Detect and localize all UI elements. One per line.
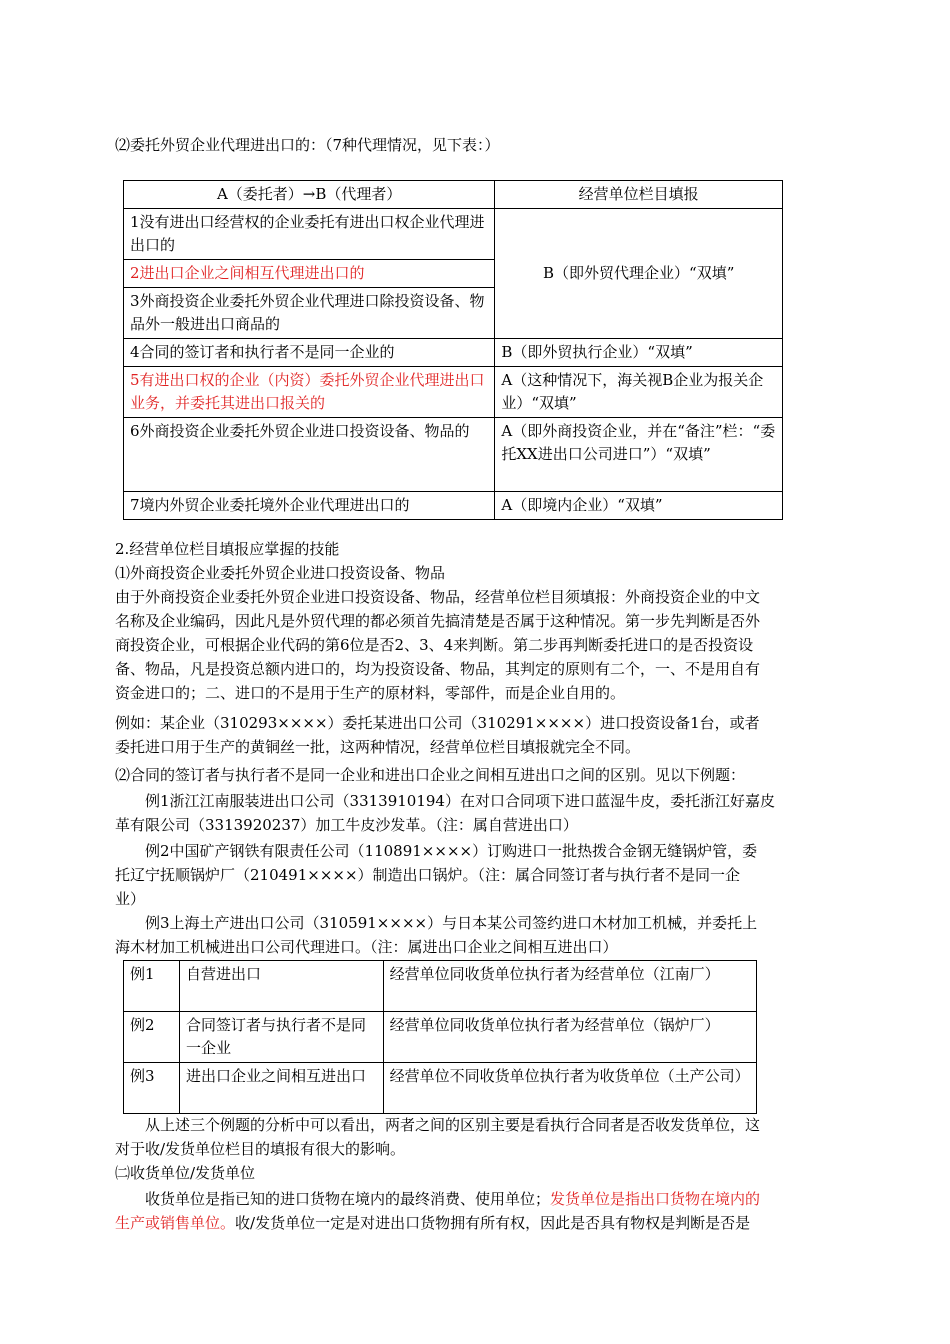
row3-left: 3外商投资企业委托外贸企业代理进口除投资设备、物品外一般进出口商品的 xyxy=(124,288,495,339)
section-heading: ㈡收货单位/发货单位 xyxy=(115,1164,256,1182)
example-table xyxy=(123,960,757,1114)
ex3-label: 例3 xyxy=(124,1063,180,1114)
body-line: 托辽宁抚顺锅炉厂（210491××××）制造出口锅炉。（注：属合同签订者与执行者不是同一企 xyxy=(115,866,741,884)
body-line: 资金进口的；二、进口的不是用于生产的原材料，零部件，而是企业自用的。 xyxy=(115,684,626,702)
table-row xyxy=(124,492,783,520)
table-row xyxy=(124,367,783,418)
highlighted-text: 生产或销售单位。 xyxy=(115,1214,236,1232)
body-line: 委托进口用于生产的黄铜丝一批，这两种情况，经营单位栏目填报就完全不同。 xyxy=(115,738,641,756)
body-line: 对于收/发货单位栏目的填报有很大的影响。 xyxy=(115,1140,406,1158)
table-row xyxy=(124,209,783,260)
table-row xyxy=(124,418,783,492)
row7-left: 7境内外贸企业委托境外企业代理进出口的 xyxy=(124,492,495,520)
ex2-label: 例2 xyxy=(124,1012,180,1063)
row6-right: A（即外商投资企业，并在“备注”栏：“委托XX进出口公司进口”）“双填” xyxy=(495,418,783,492)
body-line xyxy=(115,1212,840,1234)
row5-left: 5有进出口权的企业（内资）委托外贸企业代理进出口业务，并委托其进出口报关的 xyxy=(124,367,495,418)
body-line: 2.经营单位栏目填报应掌握的技能 xyxy=(115,540,340,558)
agency-table xyxy=(123,180,783,520)
body-line: 例2中国矿产钢铁有限责任公司（110891××××）订购进口一批热拨合金钢无缝锅炉管，委 xyxy=(145,842,758,860)
ex2-type: 合同签订者与执行者不是同一企业 xyxy=(179,1012,383,1063)
row5-right: A（这种情况下，海关视B企业为报关企业）“双填” xyxy=(495,367,783,418)
ex3-type: 进出口企业之间相互进出口 xyxy=(179,1063,383,1114)
text-run: 收/发货单位一定是对进出口货物拥有所有权，因此是否具有物权是判断是否是 xyxy=(235,1214,751,1232)
table-row xyxy=(124,339,783,367)
row1-left: 1没有进出口经营权的企业委托有进出口权企业代理进出口的 xyxy=(124,209,495,260)
body-line: 例3上海土产进出口公司（310591××××）与日本某公司签约进口木材加工机械，并委托上 xyxy=(145,914,758,932)
body-line: 名称及企业编码，因此凡是外贸代理的都必须首先搞清楚是否属于这种情况。第一步先判断是否外 xyxy=(115,612,761,630)
ex1-type: 自营进出口 xyxy=(179,961,383,1012)
text-run: 收货单位是指已知的进口货物在境内的最终消费、使用单位； xyxy=(145,1190,551,1208)
body-line: 备、物品，凡是投资总额内进口的，均为投资设备、物品，其判定的原则有二个，一、不是用自有 xyxy=(115,660,761,678)
ex1-result: 经营单位同收货单位执行者为经营单位（江南厂） xyxy=(383,961,756,1012)
rows123-right: B（即外贸代理企业）“双填” xyxy=(495,209,783,339)
row7-right: A（即境内企业）“双填” xyxy=(495,492,783,520)
body-line: 商投资企业，可根据企业代码的第6位是否2、3、4来判断。第二步再判断委托进口的是否投资设 xyxy=(115,636,754,654)
body-line: ⑴外商投资企业委托外贸企业进口投资设备、物品 xyxy=(115,564,446,582)
ex3-result: 经营单位不同收货单位执行者为收货单位（土产公司） xyxy=(383,1063,756,1114)
row6-left: 6外商投资企业委托外贸企业进口投资设备、物品的 xyxy=(124,418,495,492)
row4-left: 4合同的签订者和执行者不是同一企业的 xyxy=(124,339,495,367)
section-heading: ⑵委托外贸企业代理进出口的：（7种代理情况，见下表：） xyxy=(115,136,500,154)
ex1-label: 例1 xyxy=(124,961,180,1012)
row4-right: B（即外贸执行企业）“双填” xyxy=(495,339,783,367)
table-row xyxy=(124,1063,757,1114)
body-line: 由于外商投资企业委托外贸企业进口投资设备、物品，经营单位栏目须填报：外商投资企业的中文 xyxy=(115,588,761,606)
body-line xyxy=(145,1188,870,1210)
table-row xyxy=(124,1012,757,1063)
highlighted-text: 发货单位是指出口货物在境内的 xyxy=(550,1190,761,1208)
body-line: 从上述三个例题的分析中可以看出，两者之间的区别主要是看执行合同者是否收发货单位，这 xyxy=(145,1116,761,1134)
row2-left: 2进出口企业之间相互代理进出口的 xyxy=(124,260,495,288)
body-line: ⑵合同的签订者与执行者不是同一企业和进出口企业之间相互进出口之间的区别。见以下例题： xyxy=(115,766,746,784)
body-line: 例1浙江江南服装进出口公司（3313910194）在对口合同项下进口蓝湿牛皮，委托浙江好嘉皮 xyxy=(145,792,775,810)
body-line: 革有限公司（3313920237）加工牛皮沙发革。（注：属自营进出口） xyxy=(115,816,578,834)
table-header-row xyxy=(124,181,783,209)
body-line: 海木材加工机械进出口公司代理进口。（注：属进出口企业之间相互进出口） xyxy=(115,938,618,956)
ex2-result: 经营单位同收货单位执行者为经营单位（锅炉厂） xyxy=(383,1012,756,1063)
table-row xyxy=(124,961,757,1012)
body-line: 例如：某企业（310293××××）委托某进出口公司（310291××××）进口投资设备1台，或者 xyxy=(115,714,760,732)
header-left: A（委托者）→B（代理者） xyxy=(124,181,495,209)
body-line: 业） xyxy=(115,890,146,908)
header-right: 经营单位栏目填报 xyxy=(495,181,783,209)
